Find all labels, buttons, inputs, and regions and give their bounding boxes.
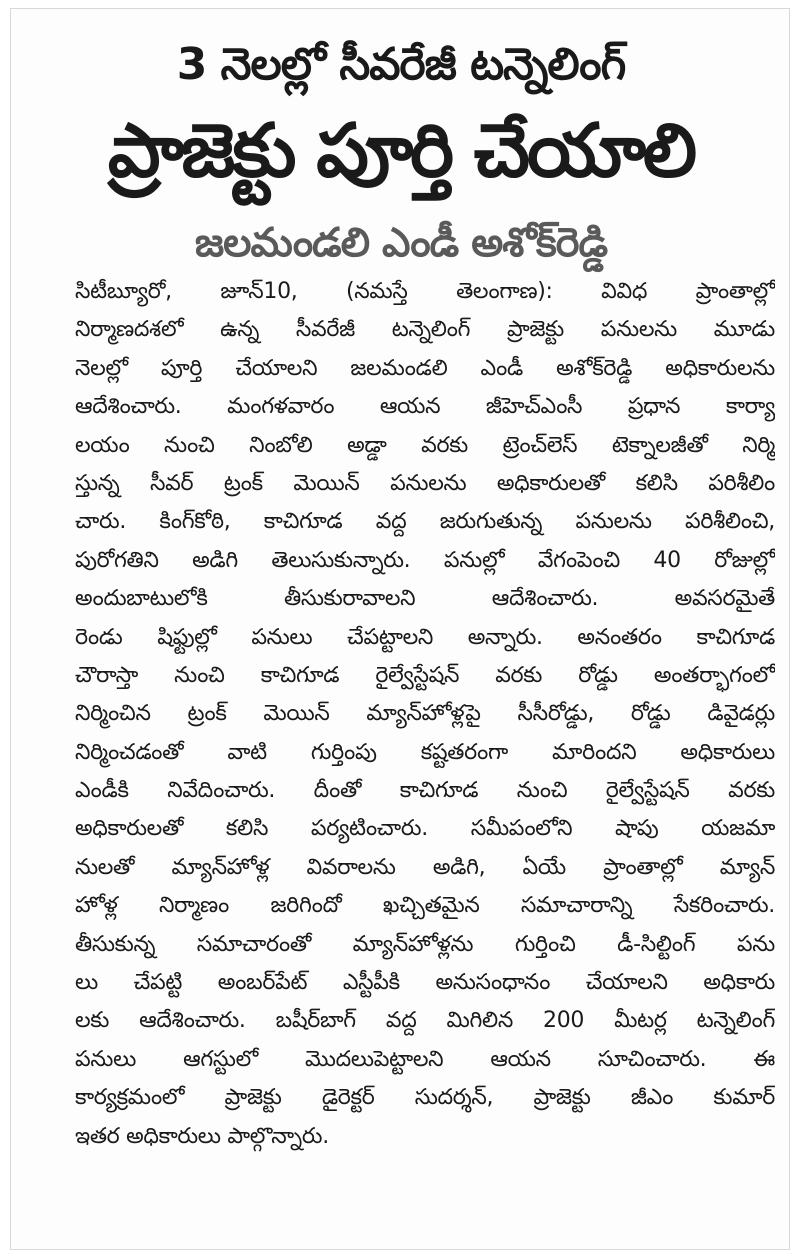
- body-line: ఆదేశించారు. మంగళవారం ఆయన జీహెచ్ఎంసీ ప్రధాన కార్యా: [75, 394, 775, 420]
- body-line: నిర్మించడంతో వాటి గుర్తింపు కష్టతరంగా మారిందని అధికారులు: [75, 739, 775, 765]
- article-kicker: 3 నెలల్లో సీవరేజీ టన్నెలింగ్: [176, 39, 626, 90]
- body-line: లు చేపట్టి అంబర్‌పేట్ ఎస్టీపీకి అనుసంధానం చేయాలని అధికారు: [75, 970, 775, 996]
- body-line: పనులు ఆగస్టులో మొదలుపెట్టాలని ఆయన సూచించారు. ఈ: [75, 1046, 775, 1072]
- body-line: చారు. కింగ్‌కోఠి, కాచిగూడ వద్ద జరుగుతున్న పనులను పరిశీలించి,: [75, 509, 775, 535]
- body-line: అందుబాటులోకి తీసుకురావాలని ఆదేశించారు. అవసరమైతే: [75, 586, 775, 612]
- body-line: నిర్మించిన ట్రంక్ మెయిన్ మ్యాన్‌హోళ్లపై సీసీరోడ్డు, రోడ్డు డివైడర్లు: [75, 701, 775, 727]
- newspaper-clipping: [10, 8, 790, 1250]
- body-line: నెలల్లో పూర్తి చేయాలని జలమండలి ఎండీ అశోక్‌రెడ్డి అధికారులను: [75, 355, 775, 381]
- body-line: నులతో మ్యాన్‌హోళ్ల వివరాలను అడిగి, ఏయే ప్రాంతాల్లో మ్యాన్: [75, 854, 775, 880]
- body-line: ఎండీకి నివేదించారు. దీంతో కాచిగూడ నుంచి రైల్వేస్టేషన్ వరకు: [75, 778, 775, 804]
- article-headline: ప్రాజెక్టు పూర్తి చేయాలి: [107, 108, 695, 194]
- article-subhead: జలమండలి ఎండీ అశోక్‌రెడ్డి: [194, 220, 608, 266]
- body-line: చౌరాస్తా నుంచి కాచిగూడ రైల్వేస్టేషన్ వరకు రోడ్డు అంతర్భాగంలో: [75, 662, 775, 688]
- body-line: సిటీబ్యూరో, జూన్10, (నమస్తే తెలంగాణ): వివిధ ప్రాంతాల్లో: [75, 279, 775, 304]
- body-line: నిర్మాణదశలో ఉన్న సీవరేజీ టన్నెలింగ్ ప్రాజెక్టు పనులను మూడు: [75, 317, 775, 343]
- body-line: పురోగతిని అడిగి తెలుసుకున్నారు. పనుల్లో వేగంపెంచి 40 రోజుల్లో: [75, 547, 775, 573]
- article-body: [75, 273, 775, 1156]
- body-line: స్తున్న సీవర్ ట్రంక్ మెయిన్ పనులను అధికారులతో కలిసి పరిశీలిం: [75, 470, 775, 496]
- body-line: ఇతర అధికారులు పాల్గొన్నారు.: [75, 1123, 329, 1149]
- body-line: అధికారులతో కలిసి పర్యటించారు. సమీపంలోని షాపు యజమా: [75, 816, 775, 842]
- body-line: కార్యక్రమంలో ప్రాజెక్టు డైరెక్టర్ సుదర్శన్, ప్రాజెక్టు జీఎం కుమార్: [75, 1085, 775, 1111]
- body-line: లయం నుంచి నింబోలి అడ్డా వరకు ట్రెంచ్‌లెస్ టెక్నాలజీతో నిర్మి: [75, 432, 775, 458]
- body-line: తీసుకున్న సమాచారంతో మ్యాన్‌హోళ్లను గుర్తించి డీ-సిల్టింగ్ పను: [75, 931, 775, 957]
- body-line: హోళ్ల నిర్మాణం జరిగిందో ఖచ్చితమైన సమాచారాన్ని సేకరించారు.: [75, 893, 775, 919]
- body-line: లకు ఆదేశించారు. బషీర్‌బాగ్ వద్ద మిగిలిన 200 మీటర్ల టన్నెలింగ్: [75, 1008, 775, 1034]
- body-line: రెండు షిఫ్టుల్లో పనులు చేపట్టాలని అన్నారు. అనంతరం కాచిగూడ: [75, 624, 775, 650]
